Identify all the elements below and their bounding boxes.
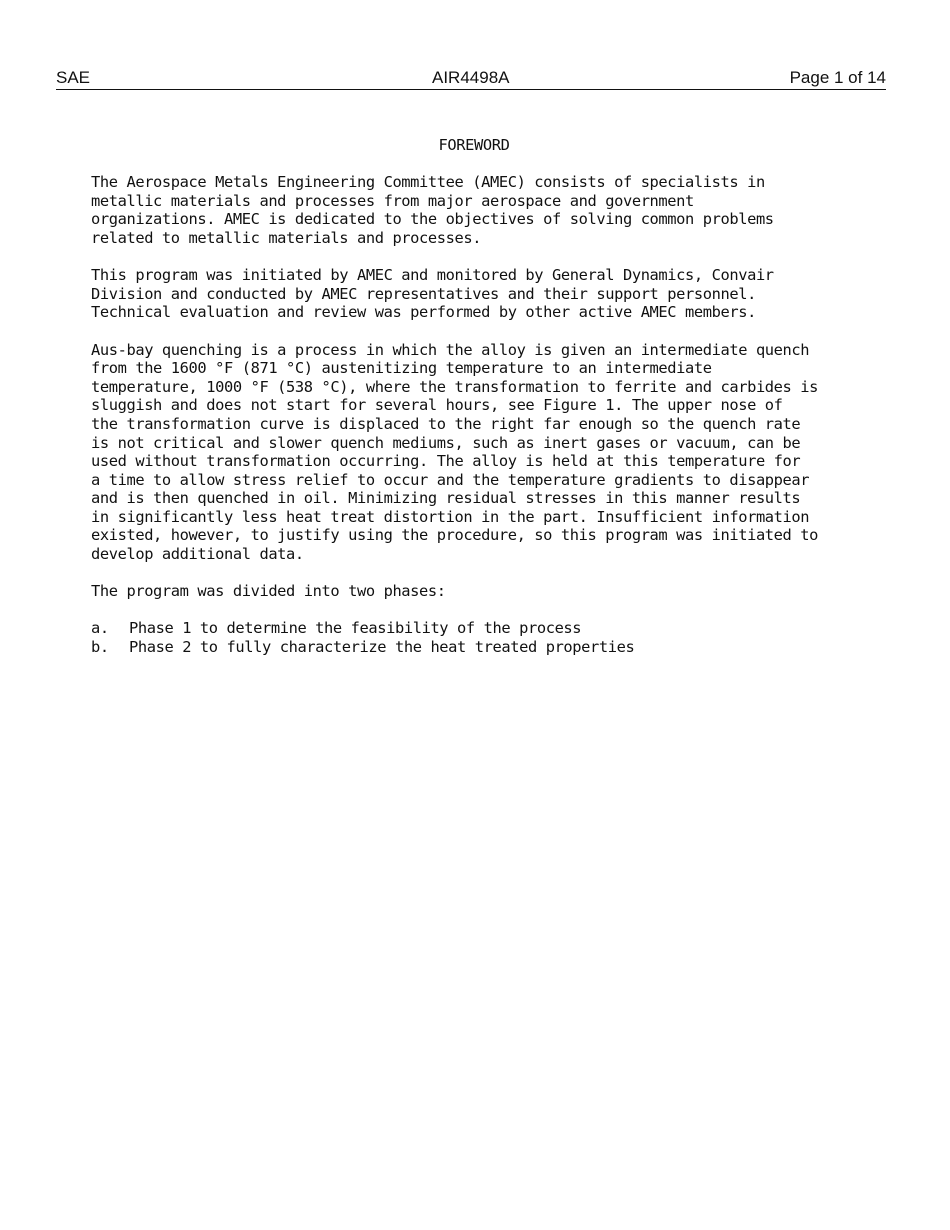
list-item [91, 638, 891, 657]
phase-list [91, 619, 891, 656]
list-item [91, 619, 891, 638]
list-item-marker: b. [91, 638, 109, 657]
foreword-section [91, 136, 891, 657]
list-item-text: Phase 2 to fully characterize the heat treated properties [129, 638, 635, 657]
list-item-text: Phase 1 to determine the feasibility of the process [129, 619, 582, 638]
paragraph-amec-description: The Aerospace Metals Engineering Committee (AMEC) consists of specialists in metallic materials and processes from major aerospace and government organizations. AMEC is dedicated to the objectives of solving common problems related to metallic materials and processes. [91, 173, 774, 247]
paragraph-aus-bay-quenching: Aus-bay quenching is a process in which the alloy is given an intermediate quench from the 1600 °F (871 °C) austenitizing temperature to an intermediate temperature, 1000 °F (538 °C), where the transformation to ferrite and carbides is sluggish and does not start for several hours, see Figure 1. The upper nose of the transformation curve is displaced to the right far enough so the quench rate is not critical and slower quench mediums, such as inert gases or vacuum, can be used without transformation occurring. The alloy is held at this temperature for a time to allow stress relief to occur and the temperature gradients to disappear and is then quenched in oil. Minimizing residual stresses in this manner results in significantly less heat treat distortion in the part. Insufficient information existed, however, to justify using the procedure, so this program was initiated to develop additional data. [91, 340, 819, 564]
header-page-number: Page 1 of 14 [789, 68, 886, 87]
section-heading: FOREWORD [438, 136, 510, 154]
header-organization: SAE [56, 68, 91, 87]
page-header [56, 68, 886, 90]
paragraph-program-initiation: This program was initiated by AMEC and monitored by General Dynamics, Convair Division and conducted by AMEC representatives and their support personnel. Technical evaluation and review was performed by other active AMEC members. [91, 266, 774, 322]
header-document-number: AIR4498A [432, 68, 510, 87]
list-item-marker: a. [91, 619, 109, 638]
paragraph-program-phases-intro: The program was divided into two phases: [91, 582, 446, 601]
